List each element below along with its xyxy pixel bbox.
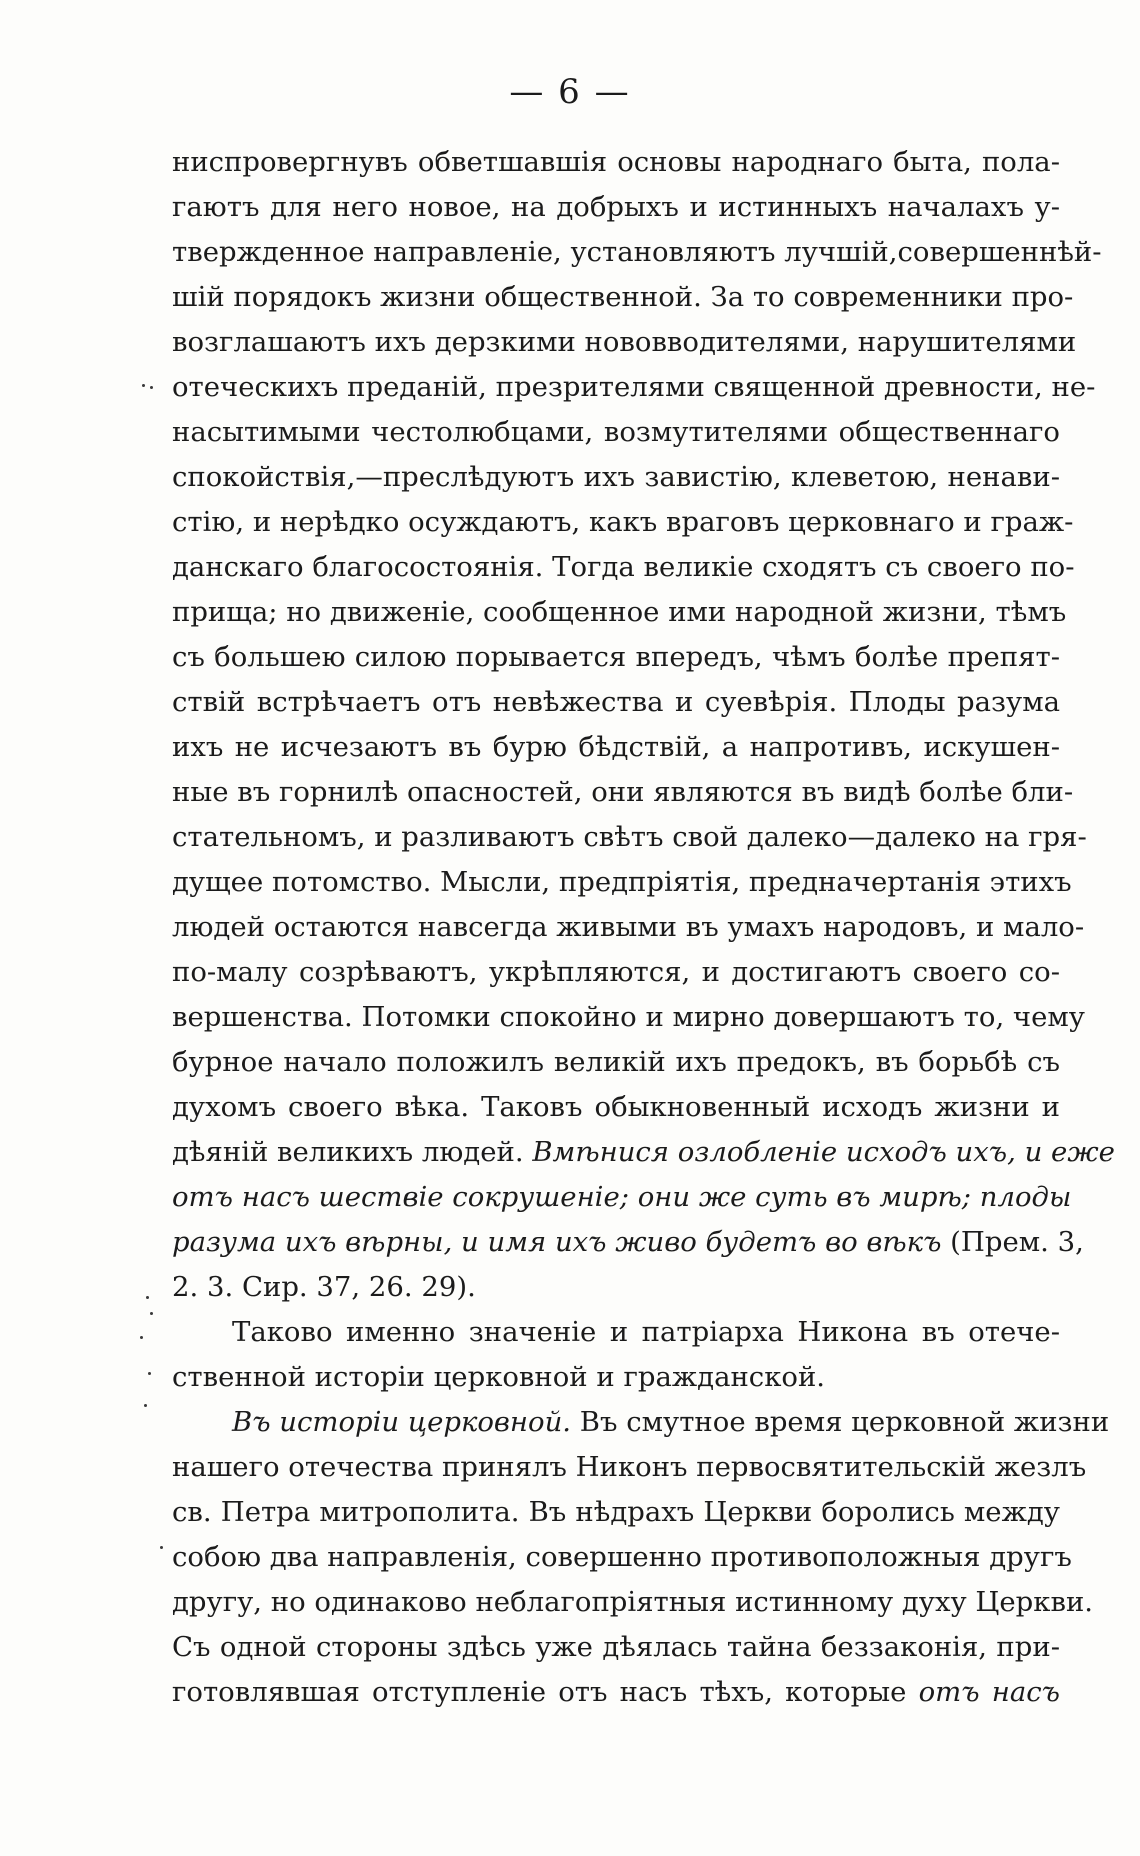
- text-span: ственной исторіи церковной и гражданской.: [172, 1361, 826, 1393]
- page-number: — 6 —: [509, 72, 631, 112]
- text-line: [172, 815, 1087, 860]
- scan-speck: [160, 1546, 163, 1549]
- text-line: [172, 545, 1075, 590]
- text-span: дущее потомство. Мысли, предпріятія, предначертанія этихъ: [172, 866, 1072, 898]
- text-span: насытимыми честолюбцами, возмутителями общественнаго: [172, 416, 1060, 448]
- text-span: ные въ горнилѣ опасностей, они являются въ видѣ болѣе бли-: [172, 776, 1074, 808]
- text-span: прища; но движеніе, сообщенное ими народной жизни, тѣмъ: [172, 596, 1067, 628]
- text-span: ниспровергнувъ обветшавшія основы народнаго быта, пола-: [172, 146, 1060, 178]
- text-line: [172, 1265, 1060, 1310]
- text-span: Таково именно значеніе и патріарха Никона въ отече-: [232, 1316, 1060, 1348]
- text-line: [172, 950, 1060, 995]
- text-line: [172, 1535, 1072, 1580]
- text-line: [172, 995, 1085, 1040]
- text-line: [172, 1580, 1094, 1625]
- text-span: шій порядокъ жизни общественной. За то современники про-: [172, 281, 1074, 313]
- text-span: гаютъ для него новое, на добрыхъ и истинныхъ началахъ у-: [172, 191, 1060, 223]
- text-span: стію, и нерѣдко осуждаютъ, какъ враговъ церковнаго и граж-: [172, 506, 1074, 538]
- text-span: дѣяній великихъ людей.: [172, 1136, 533, 1168]
- text-line: [172, 1490, 1060, 1535]
- text-line: [172, 1175, 1072, 1220]
- scan-speck: [150, 1312, 153, 1315]
- text-span: съ большею силою порывается впередъ, чѣмъ болѣе препят-: [172, 641, 1060, 673]
- text-line: [172, 860, 1072, 905]
- text-line: [172, 185, 1060, 230]
- text-line: [172, 770, 1074, 815]
- text-line: [172, 1625, 1060, 1670]
- text-line: [172, 1040, 1060, 1085]
- text-line: [172, 140, 1060, 185]
- text-line: [172, 1130, 1115, 1175]
- text-span: собою два направленія, совершенно противоположныя другъ: [172, 1541, 1072, 1573]
- text-line: [172, 275, 1074, 320]
- text-line: [172, 1445, 1087, 1490]
- text-line: [172, 680, 1060, 725]
- text-line: [172, 500, 1074, 545]
- text-span: спокойствія,—преслѣдуютъ ихъ завистію, клеветою, ненави-: [172, 461, 1060, 493]
- text-span: твержденное направленіе, установляютъ лучшій,совершеннѣй-: [172, 236, 1102, 268]
- text-line: [172, 1310, 1060, 1355]
- text-line: [172, 320, 1077, 365]
- text-line: [172, 725, 1060, 770]
- text-line: [172, 365, 1096, 410]
- scan-speck: [150, 386, 153, 389]
- scan-speck: [142, 384, 145, 387]
- text-span: нашего отечества принялъ Никонъ первосвятительскій жезлъ: [172, 1451, 1087, 1483]
- italic-text: отъ насъ шествіе сокрушеніе; они же суть въ мирѣ; плоды: [172, 1181, 1072, 1213]
- scan-speck: [144, 1404, 147, 1407]
- text-span: по-малу созрѣваютъ, укрѣпляются, и достигаютъ своего со-: [172, 956, 1060, 988]
- text-span: (Прем. 3,: [941, 1226, 1084, 1258]
- italic-text: Вмѣнися озлобленіе исходъ ихъ, и еже: [532, 1136, 1115, 1168]
- scan-speck: [146, 1296, 149, 1299]
- text-line: [172, 230, 1102, 275]
- text-span: готовлявшая отступленіе отъ насъ тѣхъ, которые: [172, 1676, 919, 1708]
- text-span: ихъ не исчезаютъ въ бурю бѣдствій, а напротивъ, искушен-: [172, 731, 1060, 763]
- text-line: [172, 410, 1060, 455]
- text-line: [172, 905, 1085, 950]
- text-line: [172, 1220, 1084, 1265]
- text-span: бурное начало положилъ великій ихъ предокъ, въ борьбѣ съ: [172, 1046, 1060, 1078]
- italic-text: отъ насъ: [918, 1676, 1060, 1708]
- text-line: [172, 1670, 1060, 1715]
- text-span: духомъ своего вѣка. Таковъ обыкновенный исходъ жизни и: [172, 1091, 1060, 1123]
- text-line: [172, 1085, 1060, 1130]
- text-span: людей остаются навсегда живыми въ умахъ народовъ, и мало-: [172, 911, 1085, 943]
- text-span: 2. 3. Сир. 37, 26. 29).: [172, 1271, 476, 1303]
- text-span: стательномъ, и разливаютъ свѣтъ свой далеко—далеко на гря-: [172, 821, 1087, 853]
- text-span: Съ одной стороны здѣсь уже дѣялась тайна беззаконія, при-: [172, 1631, 1060, 1663]
- body-text: [172, 140, 1115, 1715]
- text-span: отеческихъ преданій, презрителями священной древности, не-: [172, 371, 1096, 403]
- scan-speck: [148, 1372, 151, 1375]
- italic-text: Въ исторіи церковной.: [232, 1406, 572, 1438]
- text-span: другу, но одинаково неблагопріятныя истинному духу Церкви.: [172, 1586, 1094, 1618]
- text-line: [172, 1355, 1060, 1400]
- text-span: ствій встрѣчаетъ отъ невѣжества и суевѣрія. Плоды разума: [172, 686, 1060, 718]
- italic-text: разума ихъ вѣрны, и имя ихъ живо будетъ во вѣкъ: [172, 1226, 942, 1258]
- text-span: Въ смутное время церковной жизни: [571, 1406, 1110, 1438]
- text-line: [172, 590, 1067, 635]
- scan-speck: [140, 1336, 143, 1339]
- text-line: [172, 1400, 1110, 1445]
- text-span: св. Петра митрополита. Въ нѣдрахъ Церкви боролись между: [172, 1496, 1060, 1528]
- text-span: возглашаютъ ихъ дерзкими нововводителями, нарушителями: [172, 326, 1077, 358]
- text-line: [172, 455, 1060, 500]
- text-span: вершенства. Потомки спокойно и мирно довершаютъ то, чему: [172, 1001, 1085, 1033]
- text-span: данскаго благосостоянія. Тогда великіе сходятъ съ своего по-: [172, 551, 1075, 583]
- text-line: [172, 635, 1060, 680]
